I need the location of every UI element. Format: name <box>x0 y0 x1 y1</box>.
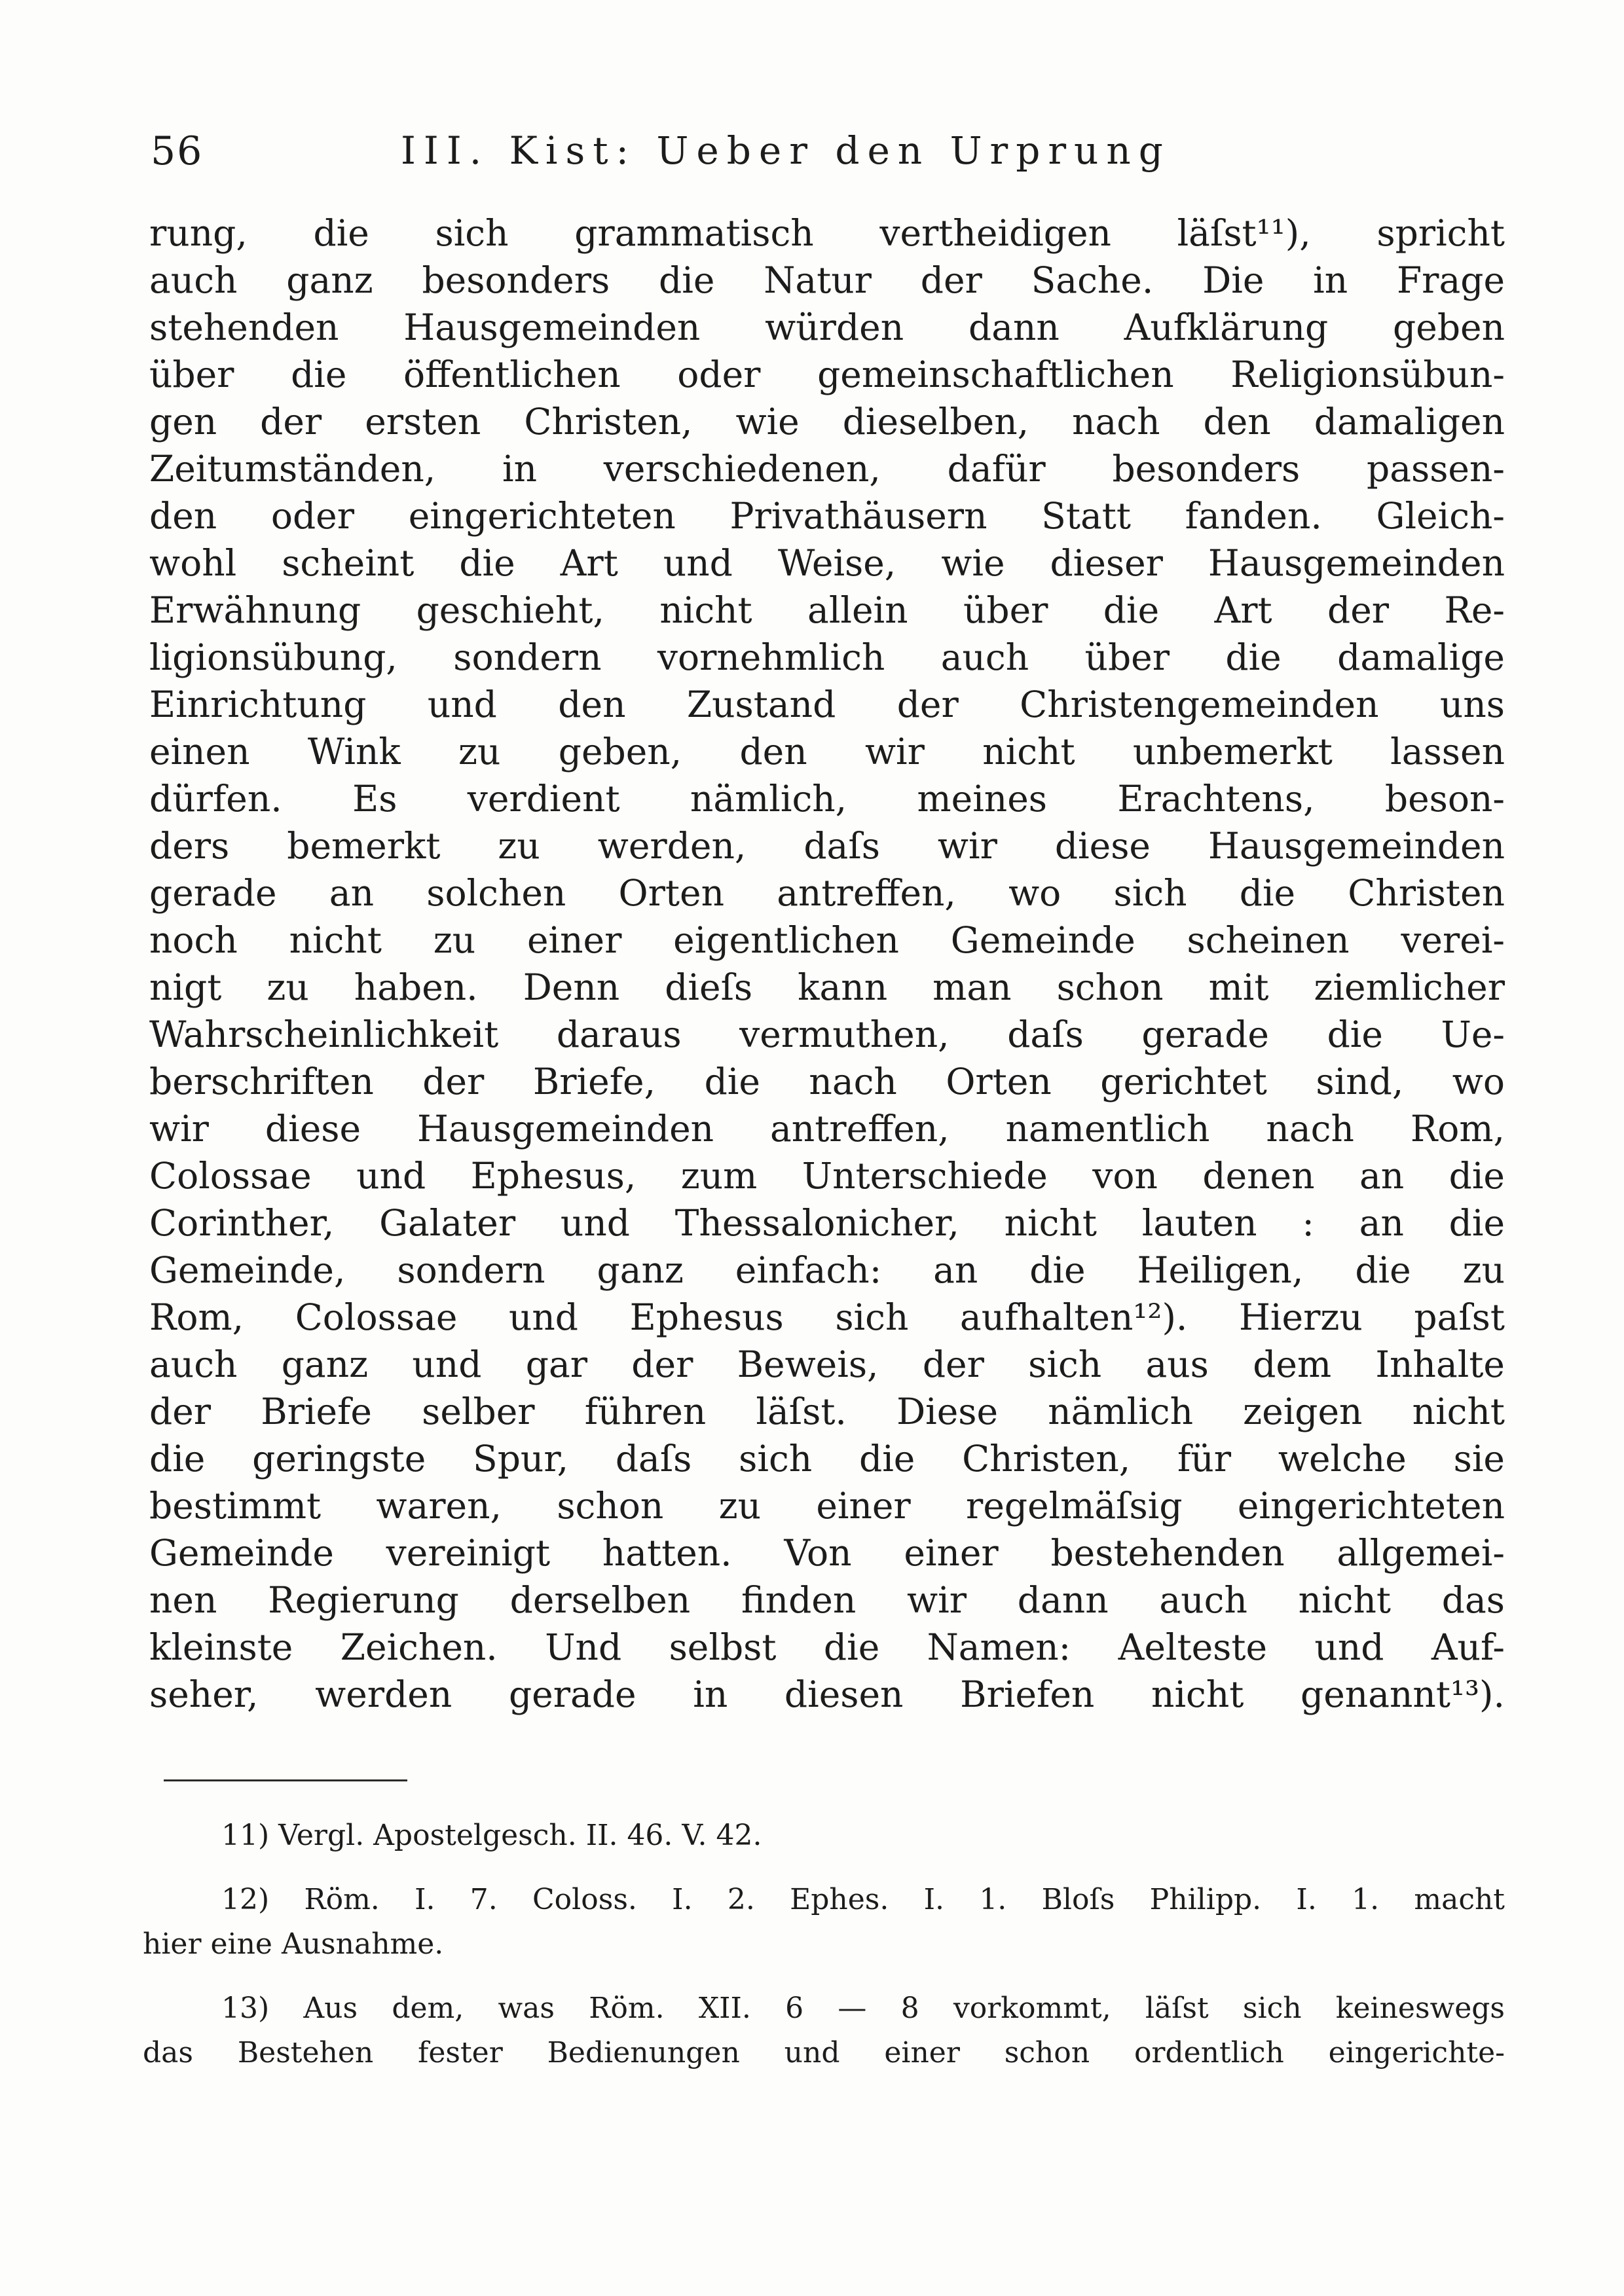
text-line: nigt zu haben. Denn dieſs kann man schon mit ziemlicher <box>149 966 1505 1008</box>
text-line: auch ganz besonders die Natur der Sache. Die in Frage <box>149 259 1505 301</box>
text-line: dürfen. Es verdient nämlich, meines Erachtens, beson- <box>149 778 1505 820</box>
text-line: gen der ersten Christen, wie dieselben, nach den damaligen <box>149 401 1505 443</box>
text-line: Gemeinde vereinigt hatten. Von einer bestehenden allgemei- <box>149 1532 1505 1574</box>
text-line: ligionsübung, sondern vornehmlich auch über die damalige <box>149 636 1505 678</box>
text-line: kleinste Zeichen. Und selbst die Namen: Aelteste und Auf- <box>149 1626 1505 1668</box>
footnote-12: 12) Röm. I. 7. Coloss. I. 2. Ephes. I. 1. Bloſs Philipp. I. 1. macht <box>221 1883 1505 1916</box>
text-line: Corinther, Galater und Thessalonicher, nicht lauten : an die <box>149 1202 1505 1244</box>
footnote-divider <box>164 1779 407 1781</box>
text-line: den oder eingerichteten Privathäusern Statt fanden. Gleich- <box>149 495 1505 537</box>
footnotes <box>143 1813 1505 2075</box>
footnote-13: 13) Aus dem, was Röm. XII. 6 — 8 vorkommt, läſst sich keineswegs <box>221 1992 1505 2025</box>
text-line: Erwähnung geschieht, nicht allein über die Art der Re- <box>149 589 1505 631</box>
text-line: Colossae und Ephesus, zum Unterschiede von denen an die <box>149 1155 1505 1197</box>
text-line: die geringste Spur, daſs sich die Christen, für welche sie <box>149 1438 1505 1480</box>
text-line: Einrichtung und den Zustand der Christengemeinden uns <box>149 683 1505 725</box>
page-header <box>151 128 1526 181</box>
text-line: gerade an solchen Orten antreffen, wo sich die Christen <box>149 872 1505 914</box>
text-line: wohl scheint die Art und Weise, wie dieser Hausgemeinden <box>149 542 1505 584</box>
text-line: auch ganz und gar der Beweis, der sich aus dem Inhalte <box>149 1343 1505 1385</box>
page-number: 56 <box>151 128 204 174</box>
text-line: Zeitumständen, in verschiedenen, dafür besonders passen- <box>149 448 1505 490</box>
running-title: III. Kist: Ueber den Urprung <box>401 128 1171 173</box>
footnote-13-continuation: das Bestehen fester Bedienungen und einer schon ordentlich eingerichte- <box>143 2036 1505 2069</box>
text-line: Rom, Colossae und Ephesus sich aufhalten¹²). Hierzu paſst <box>149 1296 1505 1338</box>
footnote-12-continuation: hier eine Ausnahme. <box>143 1927 444 1961</box>
footnote-11: 11) Vergl. Apostelgesch. II. 46. V. 42. <box>221 1819 762 1852</box>
text-line: noch nicht zu einer eigentlichen Gemeinde scheinen verei- <box>149 919 1505 961</box>
main-text <box>149 210 1505 1718</box>
text-line: einen Wink zu geben, den wir nicht unbemerkt lassen <box>149 731 1505 773</box>
text-line: der Briefe selber führen läſst. Diese nämlich zeigen nicht <box>149 1391 1505 1432</box>
text-line: berschriften der Briefe, die nach Orten gerichtet sind, wo <box>149 1061 1505 1102</box>
text-line: nen Regierung derselben finden wir dann auch nicht das <box>149 1579 1505 1621</box>
text-line: seher, werden gerade in diesen Briefen nicht genannt¹³). <box>149 1673 1505 1715</box>
text-line: stehenden Hausgemeinden würden dann Aufklärung geben <box>149 306 1505 348</box>
text-line: ders bemerkt zu werden, daſs wir diese Hausgemeinden <box>149 825 1505 867</box>
text-line: Gemeinde, sondern ganz einfach: an die Heiligen, die zu <box>149 1249 1505 1291</box>
text-line: Wahrscheinlichkeit daraus vermuthen, daſs gerade die Ue- <box>149 1013 1505 1055</box>
text-line: rung, die sich grammatisch vertheidigen läſst¹¹), spricht <box>149 212 1505 254</box>
text-line: bestimmt waren, schon zu einer regelmäſsig eingerichteten <box>149 1485 1505 1527</box>
text-line: wir diese Hausgemeinden antreffen, namentlich nach Rom, <box>149 1108 1505 1150</box>
text-line: über die öffentlichen oder gemeinschaftlichen Religionsübun- <box>149 354 1505 395</box>
